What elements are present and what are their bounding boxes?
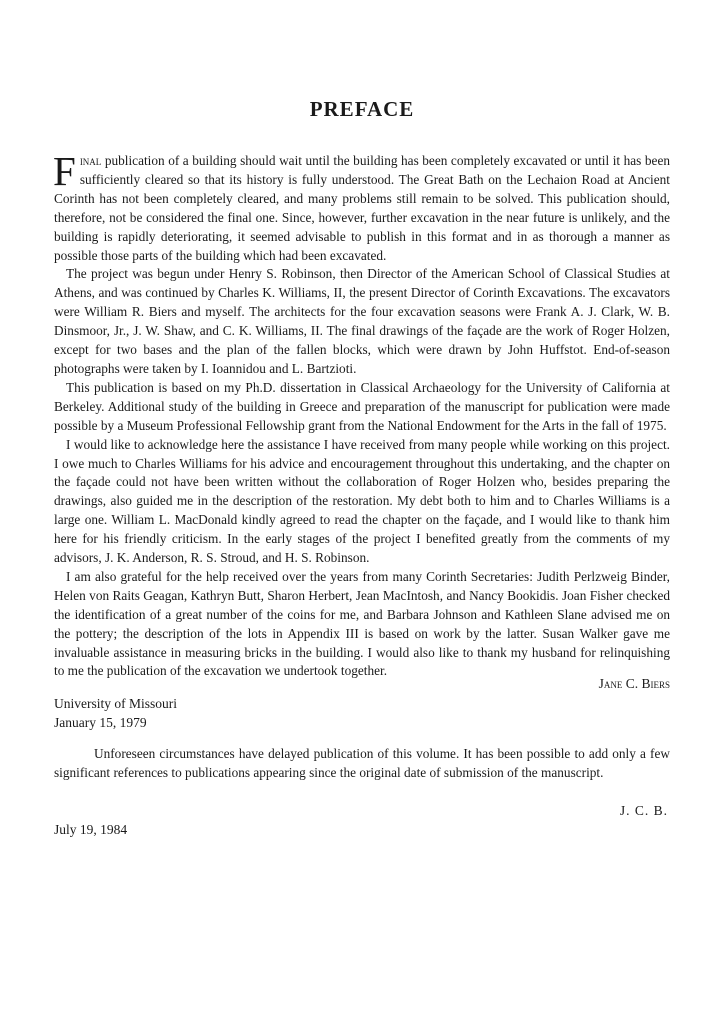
drop-cap: F [53, 148, 76, 194]
paragraph-5: I am also grateful for the help received over the years from many Corinth Secretaries: Judith Perlzweig Binder, Helen von Raits Geagan, Kathryn Butt, Sharon Herbert, Jean MacIntosh, and Nancy Bookidis. Joan Fisher checked the identification of a great number of the coins for me, and Barbara Johnson and Kathleen Slane advised me on the pottery; the description of the lots in Appendix III is based on work by the latter. Susan Walker gave me invaluable assistance in measuring bricks in the building. I would also like to thank my husband for relinquishing to me the publication of the excavation we undertook together. [54, 568, 670, 679]
preface-body [53, 148, 670, 681]
paragraph-4: I would like to acknowledge here the assistance I have received from many people while working on this project. I owe much to Charles Williams for his advice and encouragement throughout this undertaking, and the chapter on the façade could not have been written without the collaboration of Roger Holzen who, besides preparing the drawings, also guided me in the description of the restoration. My debt both to him and to Charles Williams is a large one. William L. MacDonald kindly agreed to read the chapter on the façade, and I would like to thank him here for his friendly criticism. In the early stages of the project I benefited greatly from the comments of my advisors, J. K. Anderson, R. S. Stroud, and H. S. Robinson. [54, 436, 670, 566]
page-title: PREFACE [309, 97, 415, 121]
author-signature: Jane C. Biers [598, 676, 670, 691]
paragraph-1 [53, 148, 670, 265]
author-initials: J. C. B. [619, 803, 668, 818]
paragraph-2: The project was begun under Henry S. Robinson, then Director of the American School of Classical Studies at Athens, and was continued by Charles K. Williams, II, the present Director of Corinth Excavations. The excavators were William R. Biers and myself. The architects for the four excavation seasons were Frank A. J. Clark, W. B. Dinsmoor, Jr., J. W. Shaw, and C. K. Williams, II. The final drawings of the façade are the work of Roger Holzen, except for two bases and the plan of the fallen blocks, which were drawn by John Huffstot. End-of-season photographs were taken by I. Ioannidou and L. Bartzioti. [54, 266, 670, 376]
signature-date: January 15, 1979 [54, 715, 147, 730]
institution: University of Missouri [54, 696, 177, 711]
addendum-paragraph: Unforeseen circumstances have delayed publication of this volume. It has been possible to add only a few significant references to publications appearing since the original date of submission of the manuscript. [54, 746, 670, 780]
addendum-date: July 19, 1984 [54, 822, 128, 837]
affiliation-block [54, 694, 177, 732]
paragraph-3: This publication is based on my Ph.D. dissertation in Classical Archaeology for the University of California at Berkeley. Additional study of the building in Greece and preparation of the manuscript for publication were made possible by a Museum Professional Fellowship grant from the National Endowment for the Arts in the fall of 1975. [54, 379, 670, 433]
paragraph-1-text: publication of a building should wait until the building has been completely excavated or until it has been sufficiently cleared so that its history is fully understood. The Great Bath on the Lechaion Road at Ancient Corinth has not been completely cleared, and many problems still remain to be solved. This publication should, therefore, not be considered the final one. Since, however, further excavation in the near future is unlikely, and the building is rapidly deteriorating, it seemed advisable to publish in this format and in as thorough a manner as possible those parts of the building which had been excavated. [54, 153, 670, 263]
first-word: inal [79, 153, 102, 168]
